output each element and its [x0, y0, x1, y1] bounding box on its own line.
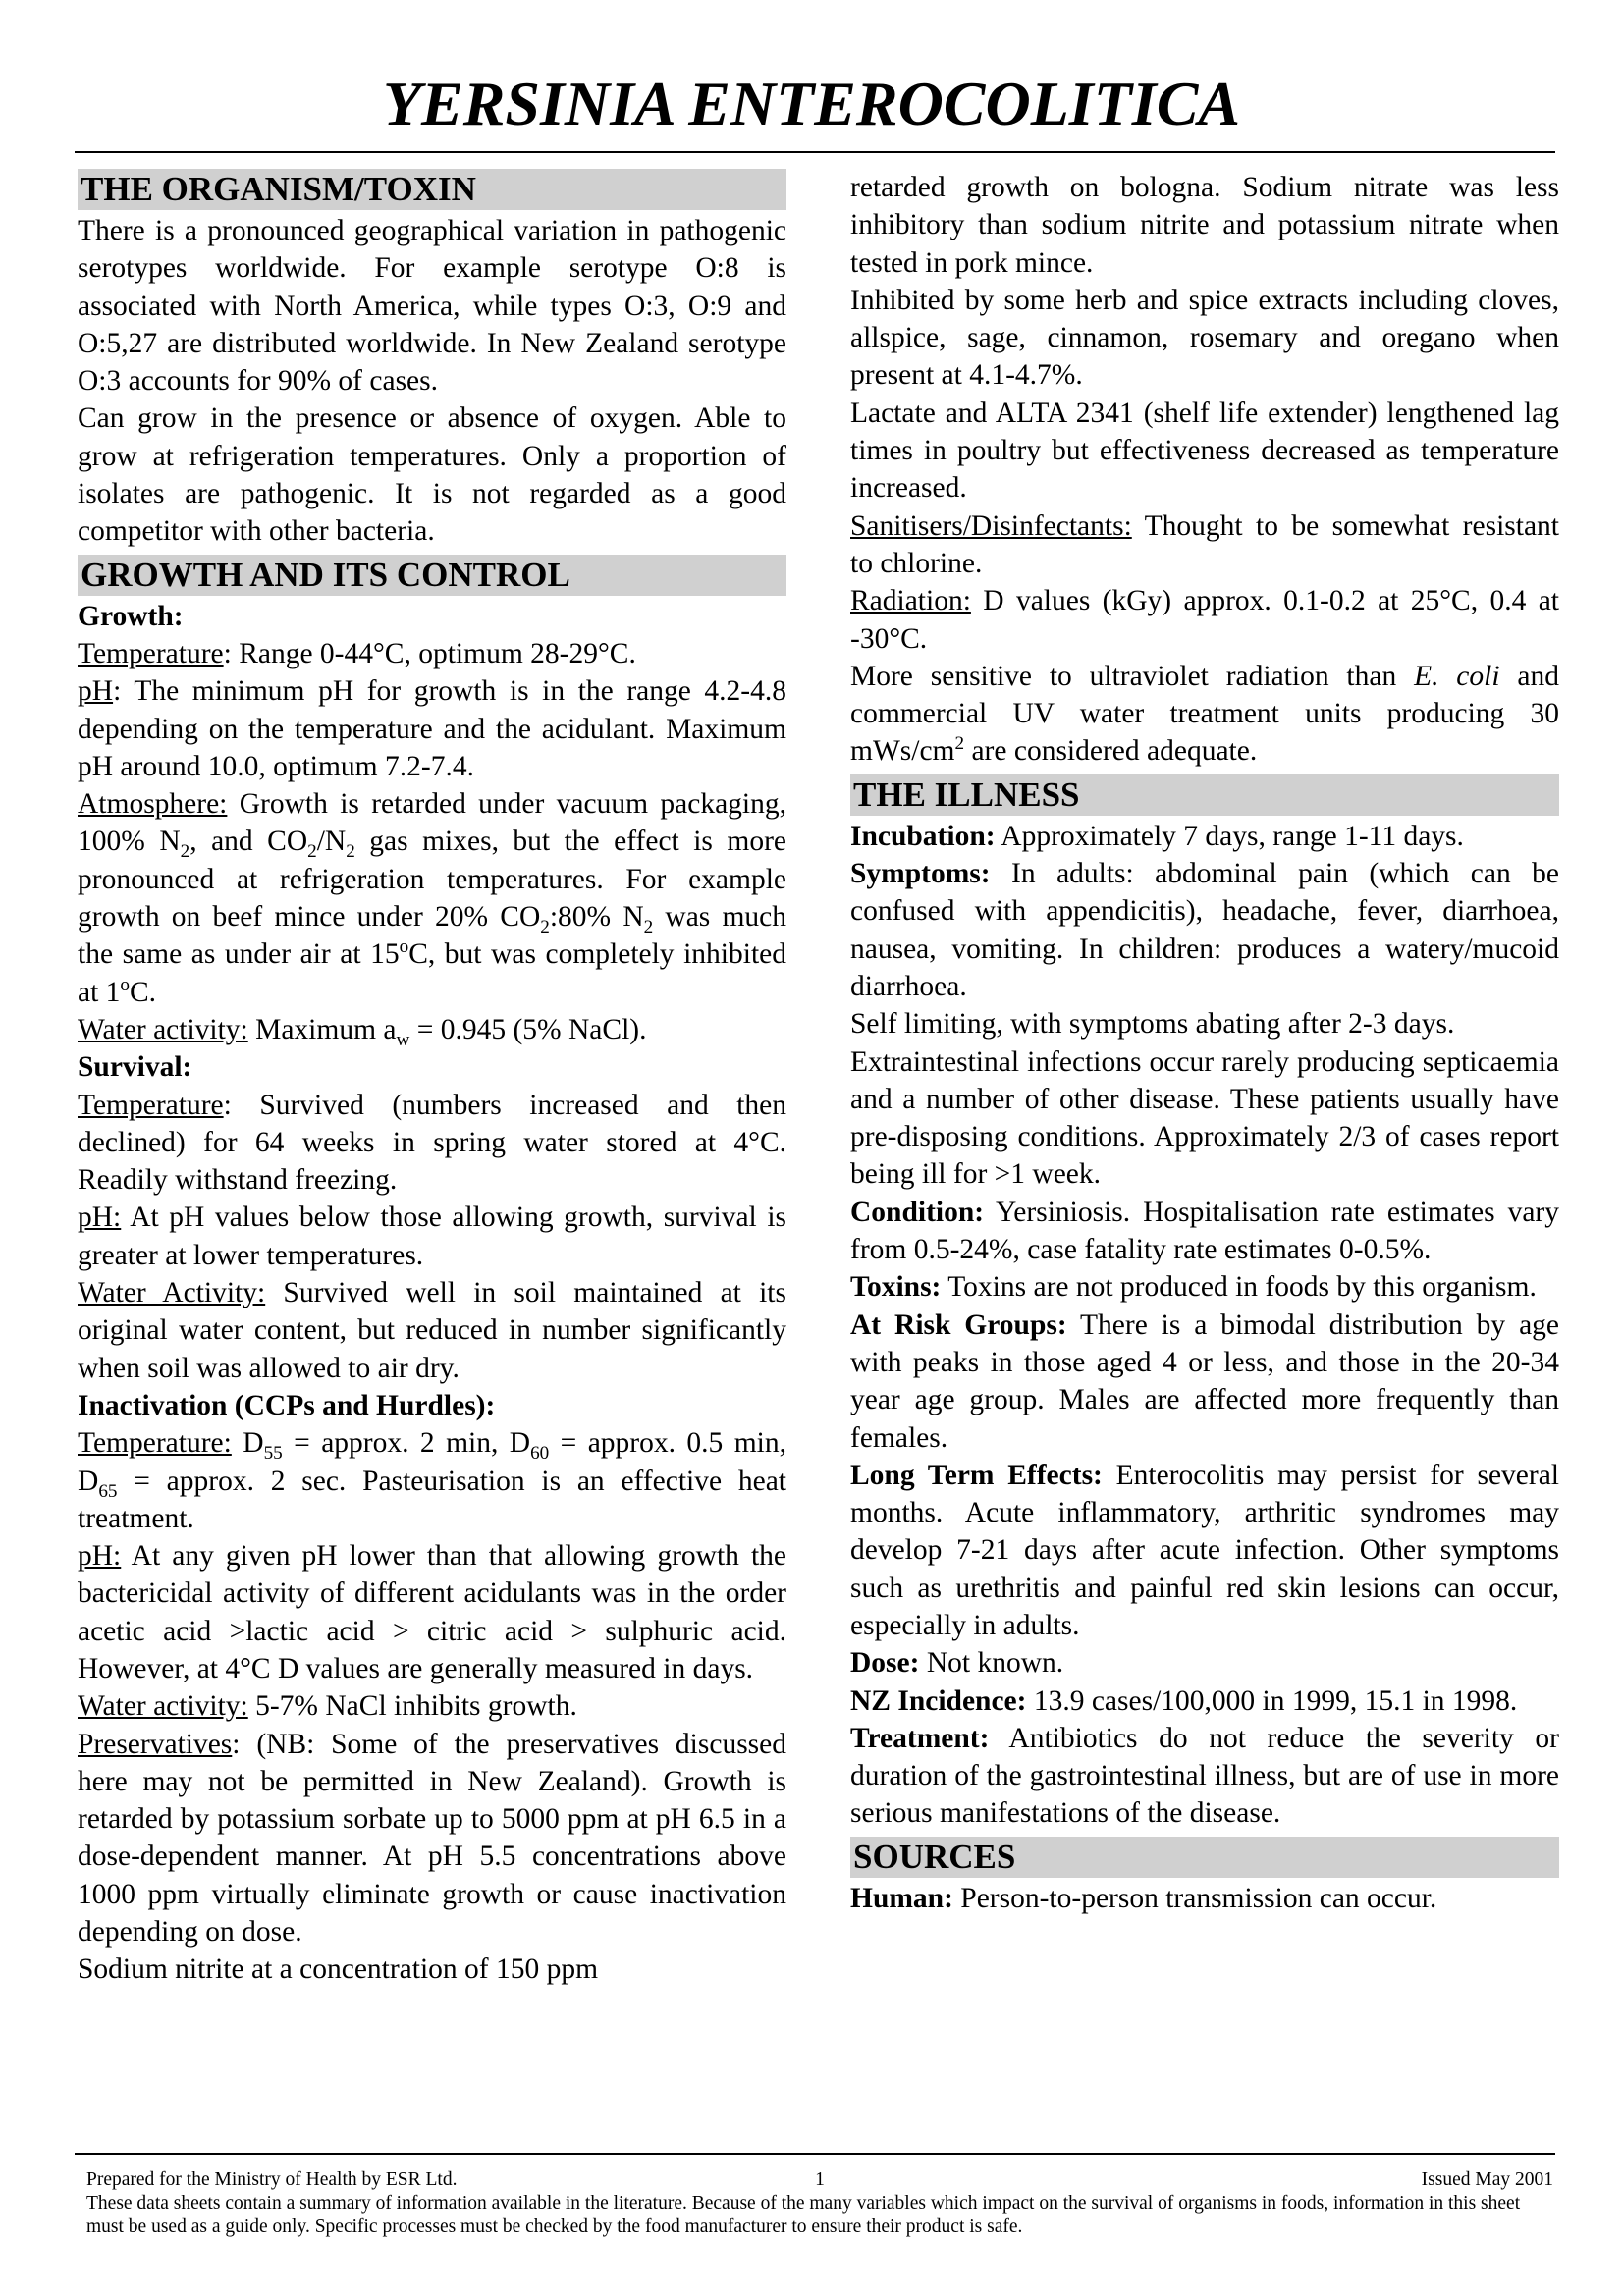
title-divider [75, 151, 1555, 153]
label: Incubation: [850, 820, 996, 852]
label: Radiation: [850, 585, 971, 617]
survival-ph [78, 1199, 786, 1274]
illness-long-term-effects [850, 1457, 1559, 1644]
label: Water activity: [78, 1690, 248, 1723]
label: Treatment: [850, 1722, 990, 1754]
growth-ph [78, 672, 786, 785]
text: Antibiotics do not reduce the severity or duration of the gastrointestinal illness, but are of use in more serious manifestations of the disease. [850, 1722, 1559, 1830]
text: C, but was completely inhibited at 1 [78, 938, 786, 1008]
superscript: 2 [954, 733, 965, 755]
text: /N [316, 826, 347, 858]
text: D [231, 1427, 264, 1460]
label: Temperature [78, 637, 224, 669]
label: Toxins: [850, 1271, 942, 1304]
text: Maximum a [247, 1013, 397, 1045]
label: pH [78, 675, 114, 708]
label: Water activity: [78, 1013, 248, 1045]
subscript: 2 [643, 916, 654, 937]
footer-disclaimer: These data sheets contain a summary of information available in the literature. Because of the many variables which impact on the survival of organisms in foods, information in this sheet must be used as a guide only. Specific processes must be checked by the food manufacturer to ensure their product is safe. [86, 2193, 1521, 2237]
section-heading-sources: SOURCES [850, 1837, 1559, 1878]
page-footer [86, 2168, 1553, 2239]
section-heading-growth: GROWTH AND ITS CONTROL [78, 555, 786, 596]
superscript: o [120, 974, 130, 995]
text: At any given pH lower than that allowing growth the bactericidal activity of different acidulants was in the order acetic acid >lactic acid > citric acid > sulphuric acid. However, at 4°C D values are generally measured in days. [78, 1540, 786, 1684]
footer-divider [75, 2153, 1555, 2155]
text: and commercial UV water treatment units producing 30 mWs/cm [850, 660, 1559, 768]
organism-paragraph-1: There is a pronounced geographical variation in pathogenic serotypes worldwide. For example serotype O:8 is associated with North America, while types O:3, O:9 and O:5,27 are distributed worldwide. In New Zealand serotype O:3 accounts for 90% of cases. [78, 215, 786, 398]
right-column [850, 169, 1559, 1917]
uv-sensitivity [850, 658, 1559, 771]
survival-temperature [78, 1087, 786, 1200]
subscript: 55 [263, 1443, 283, 1465]
growth-subheading: Growth: [78, 600, 184, 632]
text: : Range 0-44°C, optimum 28-29°C. [223, 637, 636, 669]
sources-human [850, 1880, 1559, 1917]
text: : Survived (numbers increased and then declined) for 64 weeks in spring water stored at 4°C. Readily withstand freezing. [78, 1089, 786, 1197]
text: Not known. [919, 1647, 1064, 1680]
label: Dose: [850, 1647, 920, 1680]
label: At Risk Groups: [850, 1308, 1067, 1341]
growth-atmosphere [78, 785, 786, 1011]
label: Preservatives [78, 1728, 233, 1760]
text: There is a bimodal distribution by age with peaks in those aged 4 or less, and those in the 20-34 year age group. Males are affected more frequently than females. [850, 1308, 1560, 1454]
illness-self-limiting: Self limiting, with symptoms abating after 2-3 days. [850, 1008, 1455, 1041]
text: : (NB: Some of the preservatives discussed here may not be permitted in New Zealand). Growth is retarded by potassium sorbate up to 5000 ppm at pH 6.5 in a dose-dependent manner. At pH 5.5 concentrations above 1000 ppm virtually eliminate growth or cause inactivation depending on dose. [78, 1728, 786, 1949]
illness-risk-groups [850, 1307, 1559, 1457]
text: 5-7% NaCl inhibits growth. [247, 1690, 577, 1723]
text: At pH values below those allowing growth, survival is greater at lower temperatures. [78, 1201, 786, 1271]
label: Human: [850, 1882, 953, 1914]
illness-toxins [850, 1268, 1559, 1306]
label: NZ Incidence: [850, 1684, 1027, 1717]
label: pH: [78, 1201, 122, 1234]
subscript: 2 [180, 841, 190, 863]
text: Toxins are not produced in foods by this organism. [941, 1271, 1537, 1304]
label: Temperature [78, 1089, 224, 1121]
subscript: 2 [540, 916, 550, 937]
organism-name: E. coli [1414, 660, 1500, 692]
illness-symptoms [850, 855, 1559, 1005]
footer-issue-date: Issued May 2001 [1421, 2169, 1553, 2190]
text: : The minimum pH for growth is in the range 4.2-4.8 depending on the temperature and the acidulant. Maximum pH around 10.0, optimum 7.2-7.4. [78, 675, 786, 782]
label: Symptoms: [850, 858, 991, 890]
text: = 0.945 (5% NaCl). [409, 1013, 647, 1045]
text: , and CO [189, 826, 308, 858]
text: Enterocolitis may persist for several months. Acute inflammatory, arthritic syndromes may develop 7-21 days after acute infection. Other symptoms such as urethritis and painful red skin lesions can occur, especially in adults. [850, 1459, 1559, 1641]
text: C. [130, 976, 157, 1008]
inactivation-water-activity [78, 1687, 786, 1725]
text: Approximately 7 days, range 1-11 days. [995, 820, 1464, 852]
text: Thought to be somewhat resistant to chlorine. [850, 509, 1559, 579]
illness-nz-incidence [850, 1682, 1559, 1720]
footer-prepared-by: Prepared for the Ministry of Health by ESR Ltd. [86, 2169, 458, 2190]
label: Atmosphere: [78, 788, 228, 821]
inactivation-ph [78, 1537, 786, 1687]
superscript: o [399, 936, 409, 958]
inactivation-subheading: Inactivation (CCPs and Hurdles): [78, 1389, 496, 1421]
subscript: 2 [346, 841, 355, 863]
illness-dose [850, 1644, 1559, 1682]
growth-water-activity [78, 1011, 786, 1048]
radiation [850, 582, 1559, 658]
label: Water Activity: [78, 1277, 266, 1309]
subscript: 60 [530, 1443, 550, 1465]
survival-subheading: Survival: [78, 1051, 192, 1084]
organism-paragraph-2: Can grow in the presence or absence of oxygen. Able to grow at refrigeration temperatures. Only a proportion of isolates are pathogenic. It is not regarded as a good competitor with other bacteria. [78, 402, 786, 548]
text: was much the same as under air at 15 [78, 901, 786, 971]
text: Yersiniosis. Hospitalisation rate estimates vary from 0.5-24%, case fatality rate estimates 0-0.5%. [850, 1196, 1559, 1266]
preservatives-continued-3: Lactate and ALTA 2341 (shelf life extender) lengthened lag times in poultry but effectiveness decreased as temperature increased. [850, 397, 1559, 505]
label: Long Term Effects: [850, 1459, 1103, 1491]
text: D values (kGy) approx. 0.1-0.2 at 25°C, 0.4 at -30°C. [850, 585, 1559, 655]
text: Growth is retarded under vacuum packaging, 100% N [78, 788, 786, 858]
left-column [78, 169, 786, 1989]
illness-condition [850, 1194, 1559, 1269]
inactivation-temperature [78, 1424, 786, 1537]
text: Survived well in soil maintained at its original water content, but reduced in number significantly when soil was allowed to air dry. [78, 1277, 786, 1384]
subscript: 65 [98, 1480, 118, 1502]
text: Person-to-person transmission can occur. [952, 1882, 1437, 1914]
text: = approx. 2 min, D [282, 1427, 531, 1460]
page-title: YERSINIA ENTEROCOLITICA [382, 69, 1241, 138]
section-heading-illness: THE ILLNESS [850, 774, 1559, 816]
text: gas mixes, but the effect is more pronounced at refrigeration temperatures. For example growth on beef mince under 20% CO [78, 826, 787, 934]
inactivation-nitrite: Sodium nitrite at a concentration of 150 ppm [78, 1953, 599, 1986]
text: are considered adequate. [964, 735, 1258, 768]
growth-temperature [78, 635, 786, 672]
text: In adults: abdominal pain (which can be confused with appendicitis), headache, fever, diarrhoea, nausea, vomiting. In children: produces a watery/mucoid diarrhoea. [850, 858, 1559, 1002]
illness-incubation [850, 818, 1559, 855]
sanitisers [850, 507, 1559, 583]
label: pH: [78, 1540, 122, 1573]
subscript: w [396, 1029, 410, 1050]
illness-treatment [850, 1720, 1559, 1833]
inactivation-preservatives [78, 1726, 786, 1951]
page-number: 1 [815, 2169, 825, 2190]
subscript: 2 [307, 841, 317, 863]
survival-water-activity [78, 1274, 786, 1387]
label: Condition: [850, 1196, 985, 1228]
text: = approx. 2 sec. Pasteurisation is an effective heat treatment. [78, 1465, 786, 1534]
label: Sanitisers/Disinfectants: [850, 509, 1132, 542]
text: :80% N [549, 901, 644, 934]
text: More sensitive to ultraviolet radiation than [850, 660, 1415, 692]
text: 13.9 cases/100,000 in 1999, 15.1 in 1998. [1026, 1684, 1518, 1717]
preservatives-continued-1: retarded growth on bologna. Sodium nitrate was less inhibitory than sodium nitrite and potassium nitrate when tested in pork mince. [850, 172, 1559, 279]
preservatives-continued-2: Inhibited by some herb and spice extracts including cloves, allspice, sage, cinnamon, rosemary and oregano when present at 4.1-4.7%. [850, 284, 1559, 392]
text: = approx. 0.5 min, D [78, 1427, 786, 1497]
section-heading-organism: THE ORGANISM/TOXIN [78, 169, 786, 210]
illness-extraintestinal: Extraintestinal infections occur rarely producing septicaemia and a number of other disease. These patients usually have pre-disposing conditions. Approximately 2/3 of cases report being ill for >1 week. [850, 1045, 1559, 1191]
label: Temperature: [78, 1427, 232, 1460]
